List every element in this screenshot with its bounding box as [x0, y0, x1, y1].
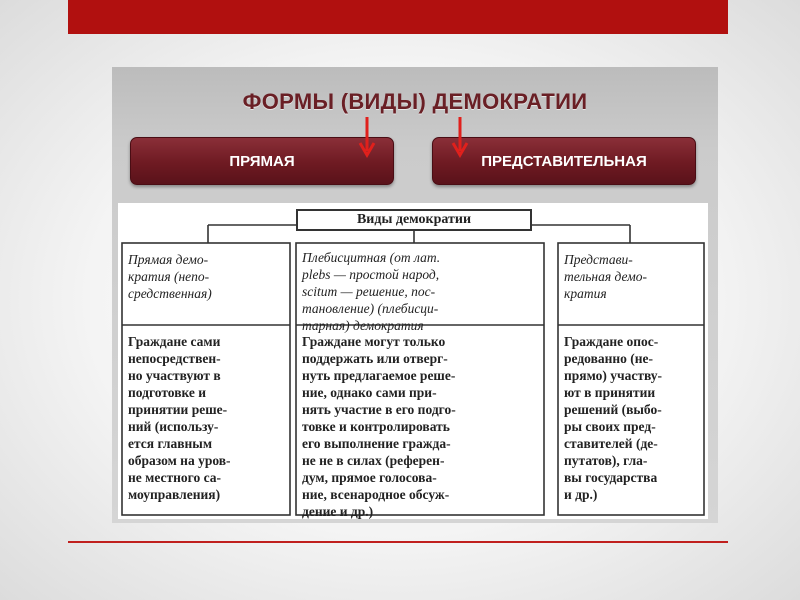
category-direct: ПРЯМАЯ	[130, 137, 394, 185]
direct-democracy-heading: Прямая демо- кратия (непо- средственная)	[128, 252, 212, 301]
table-header: Виды демократии	[296, 209, 532, 231]
down-arrow-icon	[357, 115, 377, 159]
top-accent-bar	[68, 0, 728, 34]
direct-democracy-description: Граждане сами непосредствен- но участвуют в подготовке и принятии реше- ний (использу- ется главным образом на уров- не местного са- моуправления)	[128, 334, 231, 502]
category-representative: ПРЕДСТАВИТЕЛЬНАЯ	[432, 137, 696, 185]
bottom-divider	[68, 541, 728, 543]
representative-democracy-description: Граждане опос- редованно (не- прямо) участву- ют в принятии решений (выбо- ры своих пред- ставителей (де- путатов), гла- вы государства и др.)	[564, 334, 663, 502]
representative-democracy-heading: Представи- тельная демо- кратия	[564, 252, 648, 301]
plebiscite-democracy-heading: Плебисцитная (от лат. plebs — простой народ, scitum — решение, пос- тановление) (плебисци- тарная) демократия	[302, 250, 441, 333]
democracy-types-table	[118, 203, 708, 519]
slide-title: ФОРМЫ (ВИДЫ) ДЕМОКРАТИИ	[242, 89, 588, 114]
down-arrow-icon	[450, 115, 470, 159]
content-panel	[112, 67, 718, 523]
plebiscite-democracy-description: Граждане могут только поддержать или отверг- нуть предлагаемое реше- ние, однако сами при- нять участие в его подго- товке и контролировать его выполнение гражда- не не в силах (референ- дум, прямое голосова- ние, всенародное обсуж- дение и др.)	[302, 334, 456, 519]
